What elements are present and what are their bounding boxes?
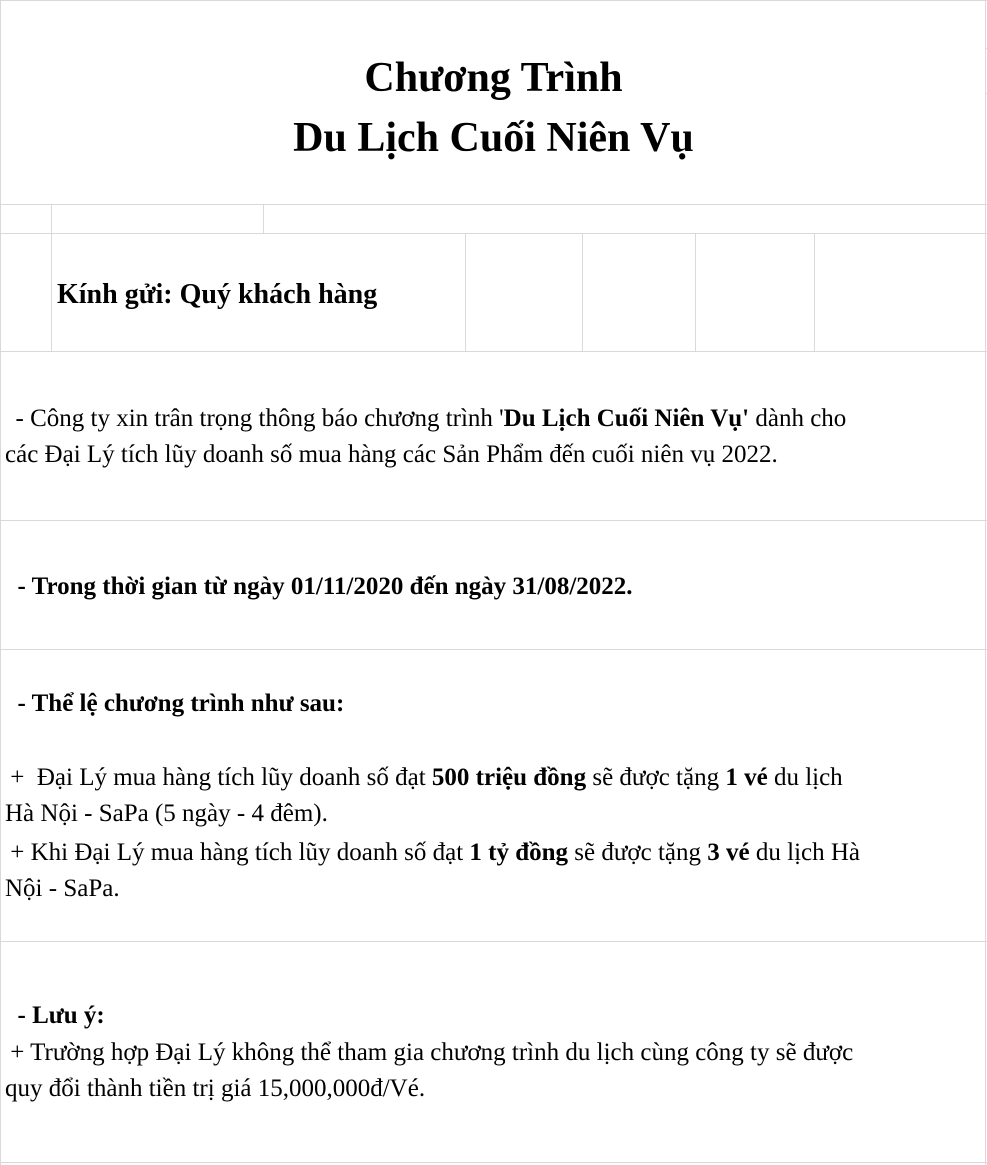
- note-heading: - Lưu ý:: [5, 1002, 105, 1029]
- gridline: [0, 520, 987, 521]
- gridline: [582, 233, 583, 352]
- intro-line-1: [3, 401, 846, 437]
- rules-heading: - Thể lệ chương trình như sau:: [5, 690, 345, 717]
- gridline: [0, 204, 987, 205]
- gridline: [0, 1162, 987, 1163]
- gridline: [263, 204, 264, 233]
- gridline: [0, 233, 987, 234]
- gridline: [0, 0, 1, 1165]
- intro-text: dành cho: [749, 405, 847, 432]
- rule-text: + Đại Lý mua hàng tích lũy doanh số đạt: [4, 764, 432, 791]
- gridline: [0, 0, 987, 1]
- rule-tickets: 3 vé: [707, 839, 750, 866]
- rule-amount: 500 triệu đồng: [431, 764, 587, 791]
- gridline: [985, 0, 986, 1165]
- gridline: [695, 233, 696, 352]
- rule-text: + Khi Đại Lý mua hàng tích lũy doanh số đạt: [4, 839, 470, 866]
- rule-item-2: [4, 835, 860, 871]
- note-line-1: + Trường hợp Đại Lý không thể tham gia chương trình du lịch cùng công ty sẽ được: [4, 1039, 854, 1066]
- greeting: Kính gửi: Quý khách hàng: [57, 279, 378, 310]
- rule-text: du lịch Hà: [749, 839, 861, 866]
- page-title: [0, 48, 987, 168]
- intro-text: - Công ty xin trân trọng thông báo chương trình ': [3, 405, 504, 432]
- gridline: [465, 233, 466, 352]
- rule-amount: 1 tỷ đồng: [469, 839, 569, 866]
- rule-item-1: [4, 760, 843, 796]
- intro-line-2: các Đại Lý tích lũy doanh số mua hàng các Sản Phẩm đến cuối niên vụ 2022.: [5, 441, 778, 468]
- rule-text: du lịch: [767, 764, 843, 791]
- rule-text: sẽ được tặng: [586, 764, 726, 791]
- note-line-2: quy đổi thành tiền trị giá 15,000,000đ/Vé.: [5, 1075, 426, 1102]
- gridline: [0, 649, 987, 650]
- program-name: Du Lịch Cuối Niên Vụ': [503, 405, 750, 432]
- gridline: [814, 233, 815, 352]
- rule-item-1-line-2: Hà Nội - SaPa (5 ngày - 4 đêm).: [5, 800, 328, 827]
- rule-text: sẽ được tặng: [568, 839, 708, 866]
- program-period: - Trong thời gian từ ngày 01/11/2020 đến ngày 31/08/2022.: [5, 573, 633, 600]
- rule-item-2-line-2: Nội - SaPa.: [5, 875, 120, 902]
- title-line-1: Chương Trình: [364, 55, 623, 101]
- gridline: [0, 941, 987, 942]
- gridline: [51, 204, 52, 352]
- title-line-2: Du Lịch Cuối Niên Vụ: [293, 115, 694, 161]
- gridline: [0, 351, 987, 352]
- rule-tickets: 1 vé: [725, 764, 768, 791]
